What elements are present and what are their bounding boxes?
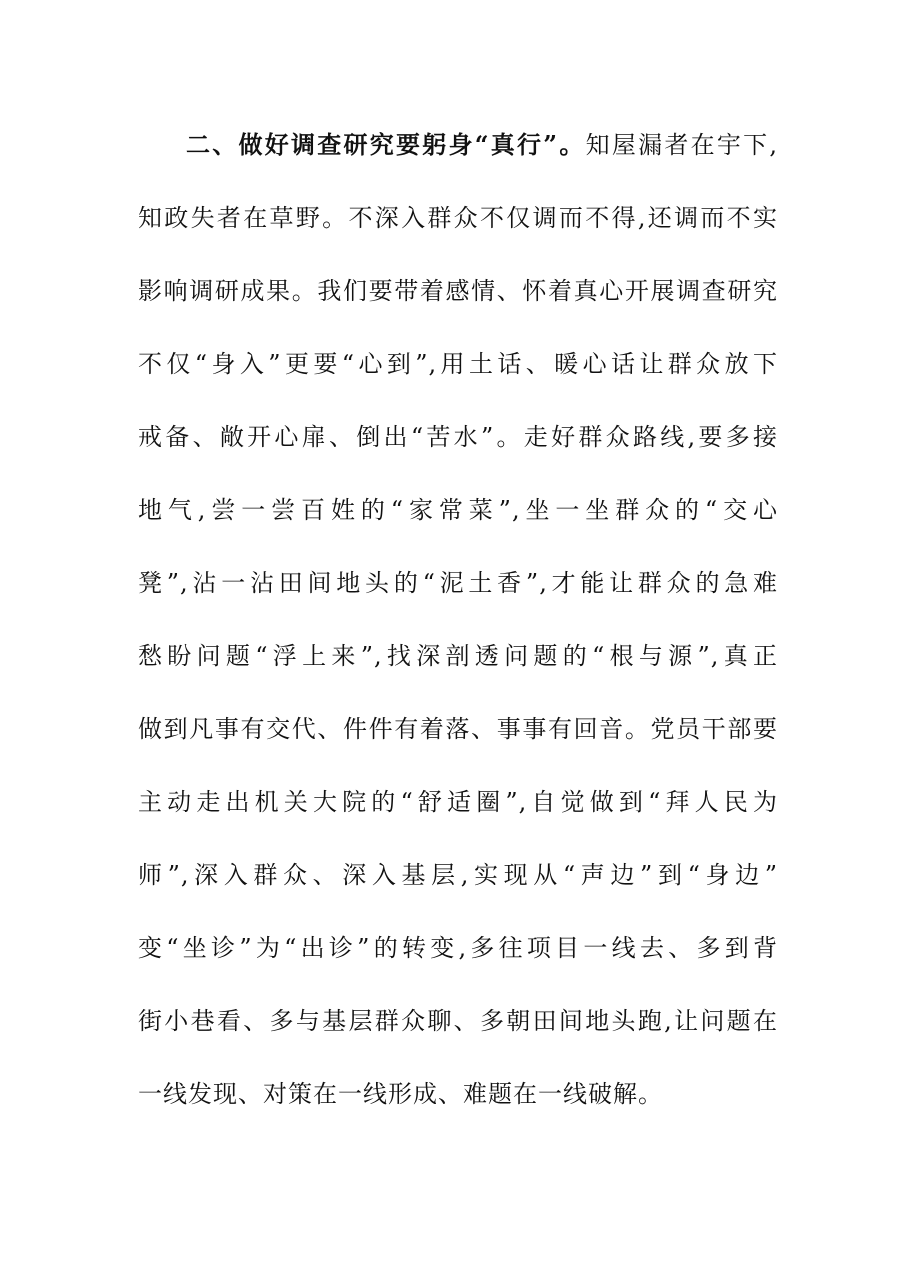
paragraph-line-12: 变“坐诊”为“出诊”的转变,多往项目一线去、多到背 — [138, 934, 778, 962]
paragraph-line-3: 影响调研成果。我们要带着感情、怀着真心开展调查研究 — [138, 277, 778, 305]
paragraph-line-11: 师”,深入群众、深入基层,实现从“声边”到“身边” — [138, 861, 778, 889]
paragraph-line-1 — [138, 112, 778, 185]
paragraph-line-8: 愁盼问题“浮上来”,找深剖透问题的“根与源”,真正 — [138, 642, 778, 670]
first-line-text: 知屋漏者在宇下, — [585, 131, 778, 159]
section-heading: 二、做好调查研究要躬身“真行”。 — [186, 130, 586, 159]
body-paragraph — [138, 112, 778, 1134]
paragraph-line-9: 做到凡事有交代、件件有着落、事事有回音。党员干部要 — [138, 715, 778, 743]
paragraph-line-2: 知政失者在草野。不深入群众不仅调而不得,还调而不实 — [138, 204, 778, 232]
paragraph-line-10: 主动走出机关大院的“舒适圈”,自觉做到“拜人民为 — [138, 788, 778, 816]
paragraph-line-6: 地气,尝一尝百姓的“家常菜”,坐一坐群众的“交心 — [138, 496, 778, 524]
paragraph-line-4: 不仅“身入”更要“心到”,用土话、暖心话让群众放下 — [138, 350, 778, 378]
paragraph-line-13: 街小巷看、多与基层群众聊、多朝田间地头跑,让问题在 — [138, 1007, 778, 1035]
paragraph-line-7: 凳”,沾一沾田间地头的“泥土香”,才能让群众的急难 — [138, 569, 778, 597]
paragraph-line-5: 戒备、敞开心扉、倒出“苦水”。走好群众路线,要多接 — [138, 423, 778, 451]
paragraph-line-14: 一线发现、对策在一线形成、难题在一线破解。 — [138, 1080, 663, 1108]
